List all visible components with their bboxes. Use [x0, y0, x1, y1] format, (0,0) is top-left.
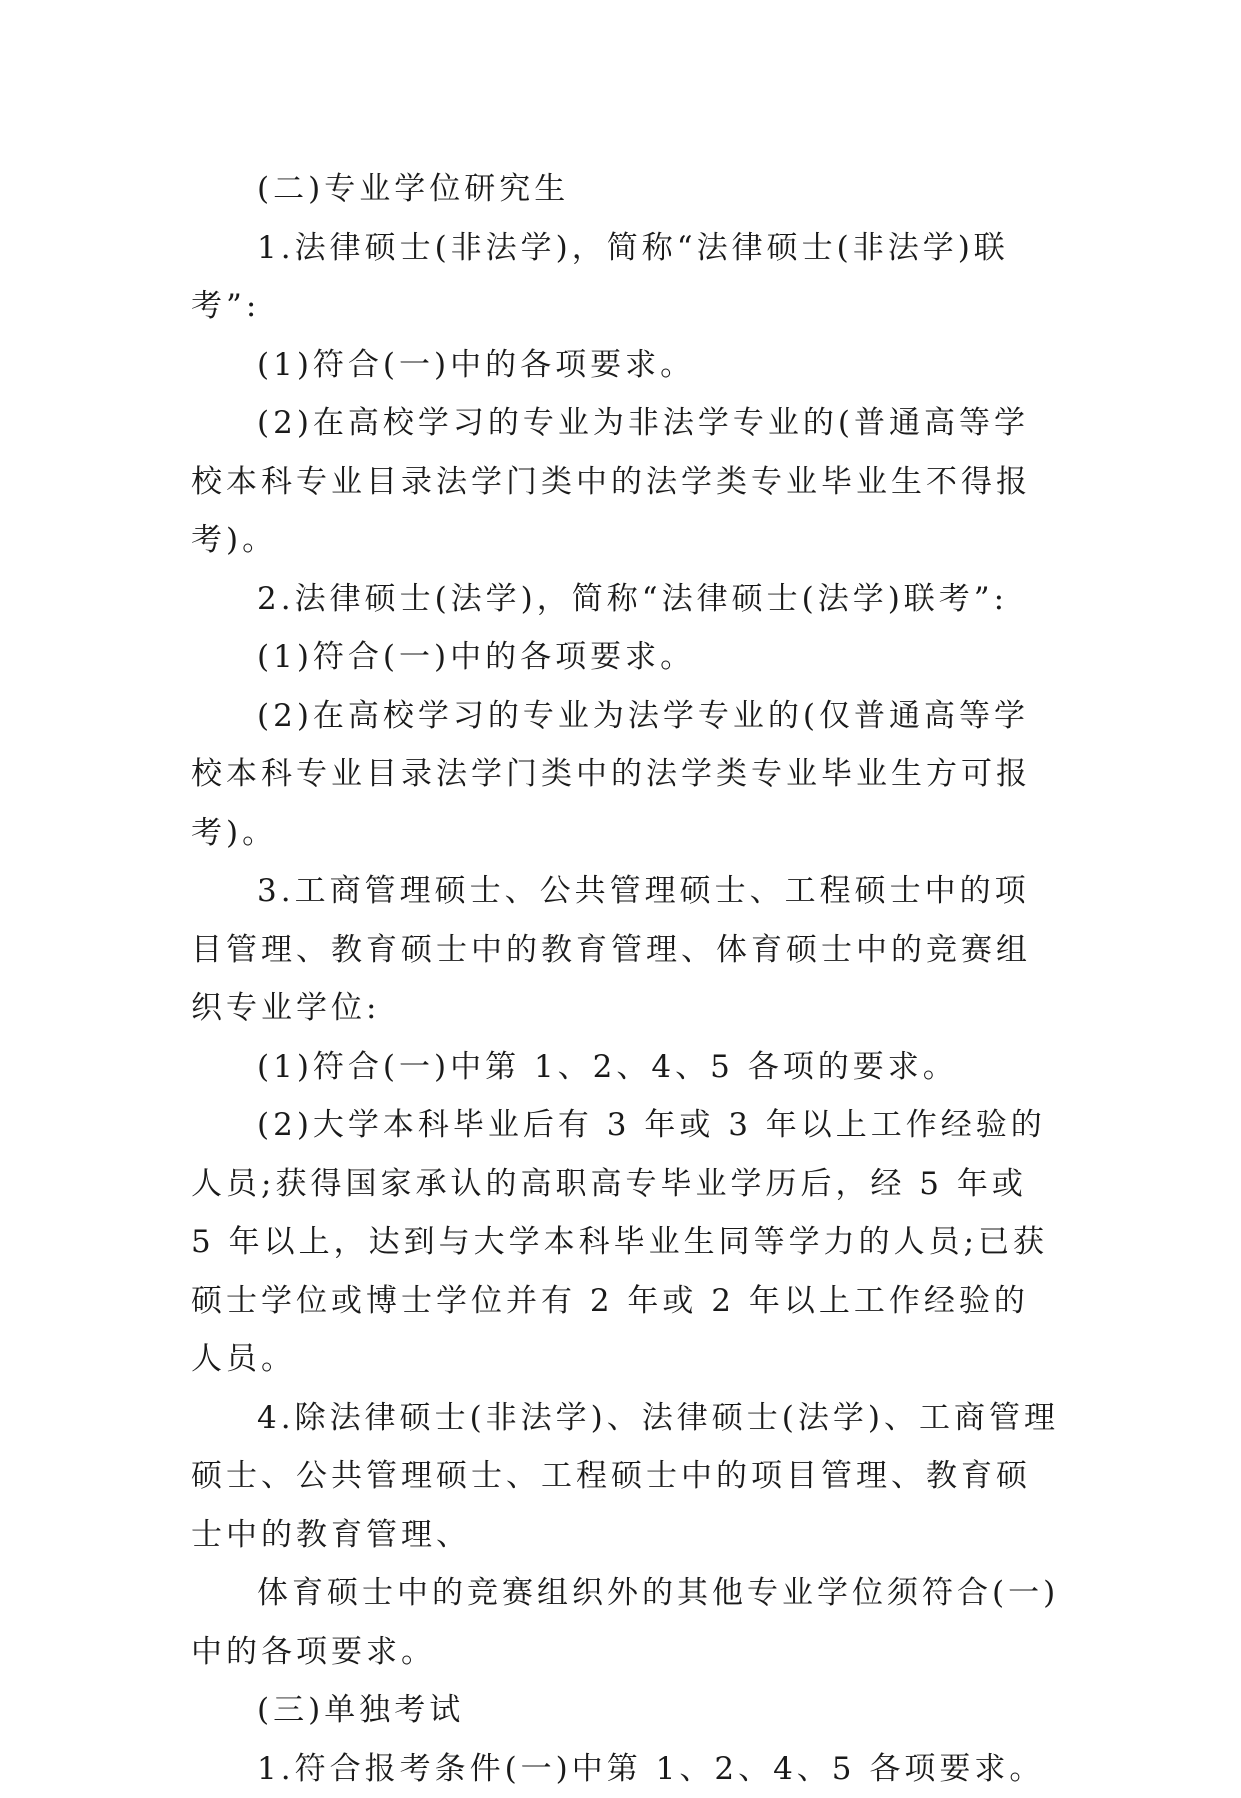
item-1-law-master-non-law: 1.法律硕士(非法学)，简称“法律硕士(非法学)联考”: — [191, 219, 1061, 336]
item-1-requirement-2: (2)在高校学习的专业为非法学专业的(普通高等学校本科专业目录法学门类中的法学类专业毕业生不得报考)。 — [191, 394, 1061, 570]
item-4-continued: 体育硕士中的竞赛组织外的其他专业学位须符合(一)中的各项要求。 — [191, 1564, 1061, 1681]
item-3-management-degrees: 3.工商管理硕士、公共管理硕士、工程硕士中的项目管理、教育硕士中的教育管理、体育硕士中的竞赛组织专业学位: — [191, 862, 1061, 1038]
separate-exam-item-1: 1.符合报考条件(一)中第 1、2、4、5 各项要求。 — [191, 1740, 1061, 1798]
section-heading-separate-exam: (三)单独考试 — [191, 1681, 1061, 1740]
item-2-law-master-law: 2.法律硕士(法学)，简称“法律硕士(法学)联考”: — [191, 570, 1061, 629]
item-4-other-degrees: 4.除法律硕士(非法学)、法律硕士(法学)、工商管理硕士、公共管理硕士、工程硕士中的项目管理、教育硕士中的教育管理、 — [191, 1389, 1061, 1565]
document-body — [191, 160, 1061, 1798]
item-3-requirement-1: (1)符合(一)中第 1、2、4、5 各项的要求。 — [191, 1038, 1061, 1097]
item-2-requirement-1: (1)符合(一)中的各项要求。 — [191, 628, 1061, 687]
item-3-requirement-2: (2)大学本科毕业后有 3 年或 3 年以上工作经验的人员;获得国家承认的高职高专毕业学历后，经 5 年或 5 年以上，达到与大学本科毕业生同等学力的人员;已获硕士学位或博士学位并有 2 年或 2 年以上工作经验的人员。 — [191, 1096, 1061, 1389]
item-2-requirement-2: (2)在高校学习的专业为法学专业的(仅普通高等学校本科专业目录法学门类中的法学类专业毕业生方可报考)。 — [191, 687, 1061, 863]
section-heading-professional-degree: (二)专业学位研究生 — [191, 160, 1061, 219]
item-1-requirement-1: (1)符合(一)中的各项要求。 — [191, 336, 1061, 395]
